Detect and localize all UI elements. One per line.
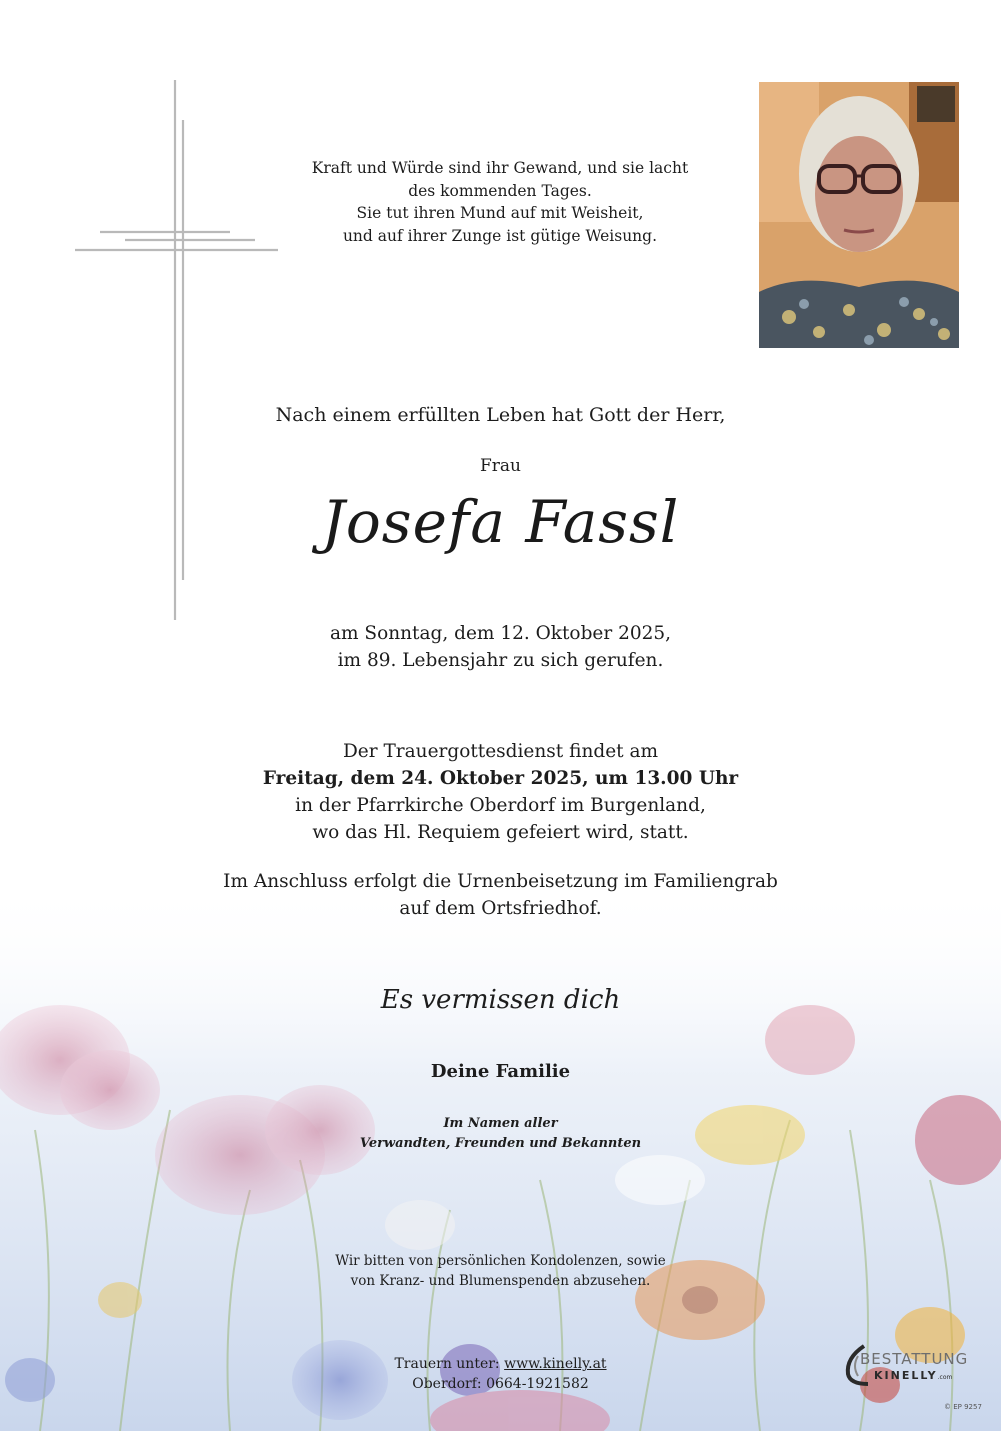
logo-brand: KINELLY	[874, 1369, 938, 1382]
logo-text-bottom	[874, 1369, 952, 1382]
mourners-heading: Es vermissen dich	[380, 985, 621, 1015]
burial-line: Im Anschluss erfolgt die Urnenbeisetzung im Familiengrab	[223, 871, 778, 892]
portrait-photo	[759, 82, 959, 348]
date-line: am Sonntag, dem 12. Oktober 2025,	[329, 623, 672, 644]
age-line: im 89. Lebensjahr zu sich gerufen.	[337, 650, 664, 671]
service-datetime: Freitag, dem 24. Oktober 2025, um 13.00 Uhr	[262, 768, 739, 789]
intro-text: Nach einem erfüllten Leben hat Gott der Herr,	[275, 404, 726, 426]
note-line: Wir bitten von persönlichen Kondolenzen, sowie	[335, 1253, 666, 1269]
condolence-website-link[interactable]: www.kinelly.at	[504, 1356, 607, 1372]
verse-line: und auf ihrer Zunge ist gütige Weisung.	[342, 226, 658, 245]
online-condolence-label: Trauern unter:	[394, 1356, 500, 1372]
verse-line: Kraft und Würde sind ihr Gewand, und sie lacht	[311, 159, 689, 177]
undertaker-logo	[838, 1342, 973, 1390]
burial-line: auf dem Ortsfriedhof.	[399, 898, 602, 919]
funeral-service-info	[0, 738, 1001, 846]
note-line: von Kranz- und Blumenspenden abzusehen.	[350, 1273, 651, 1289]
other-mourners	[0, 1114, 1001, 1154]
verse-line: des kommenden Tages.	[408, 181, 592, 200]
family-signature: Deine Familie	[430, 1061, 571, 1082]
logo-suffix: .com	[937, 1374, 953, 1381]
other-mourners-line: Verwandten, Freunden und Bekannten	[359, 1136, 642, 1151]
phone-line: Oberdorf: 0664-1921582	[412, 1376, 589, 1392]
verse-line: Sie tut ihren Mund auf mit Weisheit,	[356, 204, 644, 222]
bible-verse	[300, 157, 700, 247]
logo-text-top: BESTATTUNG	[860, 1350, 969, 1368]
salutation: Frau	[479, 456, 521, 476]
service-line: wo das Hl. Requiem gefeiert wird, statt.	[312, 822, 689, 843]
service-location: in der Pfarrkirche Oberdorf im Burgenland,	[295, 795, 706, 816]
print-code: © EP 9257	[944, 1403, 982, 1411]
deceased-name: Josefa Fassl	[321, 488, 680, 556]
condolence-note	[0, 1251, 1001, 1291]
other-mourners-line: Im Namen aller	[443, 1116, 558, 1131]
service-line: Der Trauergottesdienst findet am	[342, 741, 659, 762]
death-date	[0, 620, 1001, 674]
burial-info	[0, 868, 1001, 922]
